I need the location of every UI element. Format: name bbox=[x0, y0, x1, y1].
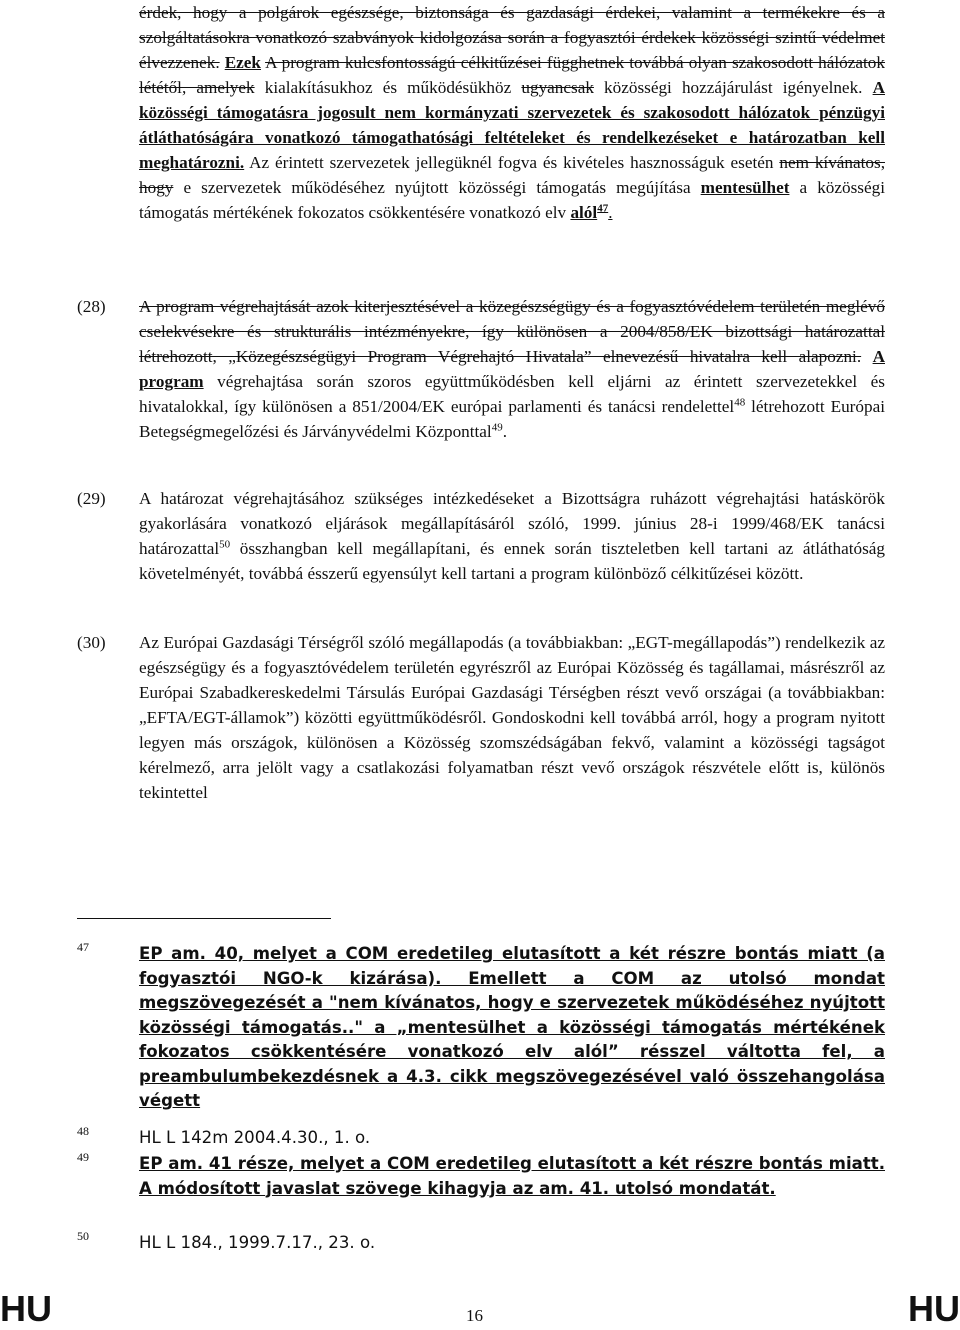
deleted-text: A program kulcsfontosságú célkitűzései függhetnek továbbá olyan szakosodott hálózatok lététől, amelyek bbox=[139, 53, 885, 97]
footnote-number: 50 bbox=[77, 1229, 89, 1243]
footnote-number: 49 bbox=[77, 1150, 89, 1164]
footnote-separator bbox=[77, 918, 331, 919]
footnote-50: HL L 184., 1999.7.17., 23. o. bbox=[139, 1233, 376, 1252]
footnote-48: HL L 142m 2004.4.30., 1. o. bbox=[139, 1128, 371, 1147]
paragraph-number: (29) bbox=[77, 489, 106, 508]
footnote-number: 48 bbox=[77, 1124, 89, 1138]
footnote-ref[interactable]: 47 bbox=[597, 202, 609, 215]
paragraph-30: Az Európai Gazdasági Térségről szóló megállapodás (a továbbiakban: „EGT-megállapodás”) rendelkezik az egészségügy és a fogyasztóvédelem területén egyrészről az Európai Közösség és tagállamai, másrészről az Európai Szabadkereskedelmi Társulás Európai Gazdasági Térségben részt vevő országai (a továbbiakban: „EFTA/EGT-államok”) közötti együttműködésről. Gondoskodni kell továbbá arról, hogy a program nyitott legyen más országok, különösen a Közösség szomszédságában fekvő, valamint a közösségi tagságot kérelmező, arra jelölt vagy a csatlakozási folyamatban részt vevő országok részvétele előtt is, különös tekintettel bbox=[139, 633, 885, 802]
footnote-ref[interactable]: 49 bbox=[491, 421, 503, 434]
inserted-text: alól bbox=[570, 203, 598, 222]
paragraph-number: (30) bbox=[77, 633, 106, 652]
page-number: 16 bbox=[466, 1306, 483, 1325]
footnote-ref[interactable]: 48 bbox=[734, 396, 746, 409]
deleted-text: nem kívánatos, hogy bbox=[139, 153, 885, 197]
footer-language-right: HU bbox=[908, 1288, 960, 1329]
footnote-ref[interactable]: 50 bbox=[219, 538, 231, 551]
deleted-text: érdek, hogy a polgárok egészsége, biztonsága és gazdasági érdekei, valamint a termékekre és a szolgáltatásokra vonatkozó szabványok kidolgozása során a fogyasztói érdekek közösségi szintű védelmet élvezzenek. bbox=[139, 3, 885, 72]
paragraph-27-continuation: érdek, hogy a polgárok egészsége, biztonsága és gazdasági érdekei, valamint a termékekre és a szolgáltatásokra vonatkozó szabványok kidolgozása során a fogyasztói érdekek közösségi szintű védelmet élvezzenek. Ezek A program kulcsfontosságú célkitűzései függhetnek továbbá olyan szakosodott hálózatok lététől, amelyek kialakításukhoz és működésükhöz ugyancsak közösségi hozzájárulást igényelnek. A közösségi támogatásra jogosult nem kormányzati szervezetek és szakosodott hálózatok pénzügyi átláthatóságára vonatkozó támogathatósági feltételeket és rendelkezéseket e határozatban kell meghatározni. Az érintett szervezetek jellegüknél fogva és kivételes hasznosságuk esetén nem kívánatos, hogy e szervezetek működéséhez nyújtott közösségi támogatás megújítása mentesülhet a közösségi támogatás mértékének fokozatos csökkentésére vonatkozó elv alól$^{47}$. bbox=[139, 3, 886, 222]
footnote-number: 47 bbox=[77, 940, 89, 954]
footer-language-left: HU bbox=[0, 1288, 52, 1329]
inserted-text: A közösségi támogatásra jogosult nem kormányzati szervezetek és szakosodott hálózatok pénzügyi átláthatóságára vonatkozó támogathatósági feltételeket és rendelkezéseket e határozatban kell meghatározni. bbox=[139, 78, 886, 172]
deleted-text: ugyancsak bbox=[521, 78, 594, 97]
paragraph-28: A program végrehajtását azok kiterjesztésével a közegészségügy és a fogyasztóvédelem területén meglévő cselekvésekre és strukturális intézményekre, így különösen a 2004/858/EK bizottsági határozattal létrehozott, „Közegészségügyi Program Végrehajtó Hivatala” elnevezésű hivatalra kell alapozni. A program végrehajtása során szoros együttműködésben kell eljárni az érintett szervezetekkel és hivatalokkal, így különösen a 851/2004/EK európai parlamenti és tanácsi rendelettel$^{48}$ létrehozott Európai Betegségmegelőzési és Járványvédelmi Központtal$^{49}$. bbox=[139, 297, 885, 441]
footnote-49: EP am. 41 része, melyet a COM eredetileg elutasított a két részre bontás miatt. A módosított javaslat szövege kihagyja az am. 41. utolsó mondatát. bbox=[139, 1154, 885, 1198]
footnote-47: EP am. 40, melyet a COM eredetileg elutasított a két részre bontás miatt (a fogyasztói NGO-k kizárása). Emellett a COM az utolsó mondat megszövegezését a "nem kívánatos, hogy e szervezetek működéséhez nyújtott közösségi támogatás.." a „mentesülhet a közösségi támogatás mértékének fokozatos csökkentésére vonatkozó elv alól” résszel váltotta fel, a preambulumbekezdésnek a 4.3. cikk megszövegezésével való összehangolása végett bbox=[139, 944, 885, 1110]
deleted-text: A program végrehajtását azok kiterjesztésével a közegészségügy és a fogyasztóvédelem területén meglévő cselekvésekre és strukturális intézményekre, így különösen a 2004/858/EK bizottsági határozattal létrehozott, „Közegészségügyi Program Végrehajtó Hivatala” elnevezésű hivatalra kell alapozni. bbox=[139, 297, 885, 366]
inserted-text: A program bbox=[139, 347, 885, 391]
inserted-text: Ezek bbox=[224, 53, 261, 72]
paragraph-number: (28) bbox=[77, 297, 106, 316]
inserted-text: mentesülhet bbox=[700, 178, 790, 197]
paragraph-29: A határozat végrehajtásához szükséges intézkedéseket a Bizottságra ruházott végrehajtási hatáskörök gyakorlására vonatkozó eljárások megállapításáról szóló, 1999. június 28-i 1999/468/EK tanácsi határozattal$^{50}$ összhangban kell megállapítani, és ennek során tiszteletben kell tartani az átláthatóság követelményét, továbbá ésszerű egyensúlyt kell tartani a program különböző célkitűzései között. bbox=[139, 489, 885, 583]
